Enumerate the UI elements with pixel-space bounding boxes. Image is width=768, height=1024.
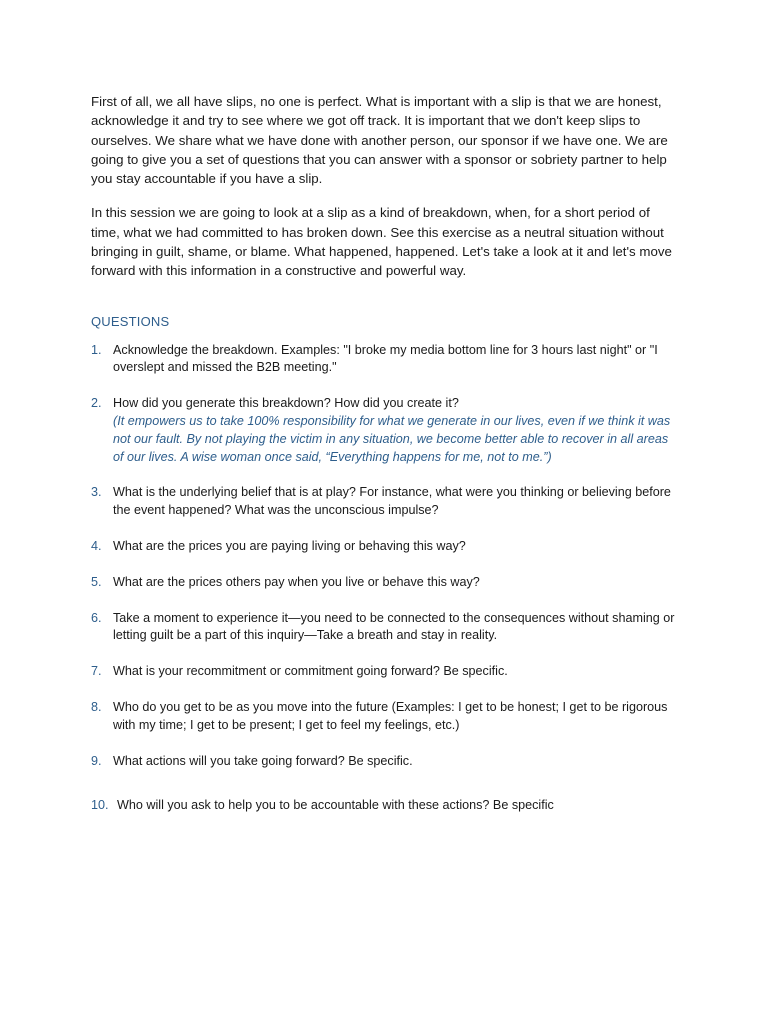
question-text: Who will you ask to help you to be accountable with these actions? Be specific — [117, 798, 554, 813]
question-item-9 — [91, 753, 681, 771]
question-item-2 — [91, 395, 681, 466]
document-page — [91, 92, 681, 833]
question-item-3 — [91, 484, 681, 520]
question-note: (It empowers us to take 100% responsibility for what we generate in our lives, even if we think it was not our fault. By not playing the victim in any situation, we become better able to recover in all areas of our lives. A wise woman once said, “Everything happens for me, not to me.”) — [113, 414, 671, 464]
questions-list — [91, 342, 681, 816]
question-number: 3. — [91, 485, 102, 500]
question-text: What are the prices others pay when you live or behave this way? — [113, 574, 480, 589]
question-text: Acknowledge the breakdown. Examples: "I broke my media bottom line for 3 hours last night" or "I overslept and missed the B2B meeting." — [113, 342, 658, 375]
question-number: 2. — [91, 396, 102, 411]
question-text: What is your recommitment or commitment going forward? Be specific. — [113, 664, 508, 679]
intro-paragraph-1: First of all, we all have slips, no one is perfect. What is important with a slip is that we are honest, acknowledge it and try to see where we got off track. It is important that we don't keep slips to ourselves. We share what we have done with another person, our sponsor if we have one. We are going to give you a set of questions that you can answer with a sponsor or sobriety partner to help you stay accountable if you have a slip. — [91, 94, 668, 187]
question-item-6 — [91, 610, 681, 646]
question-item-5 — [91, 574, 681, 592]
question-text: How did you generate this breakdown? How did you create it? — [113, 396, 459, 411]
question-number: 6. — [91, 610, 102, 625]
question-item-4 — [91, 538, 681, 556]
question-number: 9. — [91, 753, 102, 768]
question-number: 5. — [91, 574, 102, 589]
question-item-1 — [91, 342, 681, 378]
intro-paragraph-2: In this session we are going to look at a slip as a kind of breakdown, when, for a short period of time, what we had committed to has broken down. See this exercise as a neutral situation without bringing in guilt, shame, or blame. What happened, happened. Let's take a look at it and let's move forward with this information in a constructive and powerful way. — [91, 205, 672, 279]
question-item-8 — [91, 699, 681, 735]
question-number: 1. — [91, 342, 102, 357]
question-text: Who do you get to be as you move into the future (Examples: I get to be honest; I get to be rigorous with my time; I get to be present; I get to feel my feelings, etc.) — [113, 700, 668, 732]
questions-heading: QUESTIONS — [91, 313, 170, 329]
question-number: 7. — [91, 664, 102, 679]
question-text: What actions will you take going forward? Be specific. — [113, 753, 413, 768]
question-item-10 — [91, 797, 681, 815]
question-text: What are the prices you are paying living or behaving this way? — [113, 539, 466, 554]
question-text: Take a moment to experience it—you need to be connected to the consequences without shaming or letting guilt be a part of this inquiry—Take a breath and stay in reality. — [113, 610, 675, 643]
question-number: 8. — [91, 700, 102, 715]
question-item-7 — [91, 663, 681, 681]
question-text: What is the underlying belief that is at play? For instance, what were you thinking or believing before the event happened? What was the unconscious impulse? — [113, 485, 671, 518]
question-number: 4. — [91, 539, 102, 554]
question-number: 10. — [91, 798, 109, 813]
